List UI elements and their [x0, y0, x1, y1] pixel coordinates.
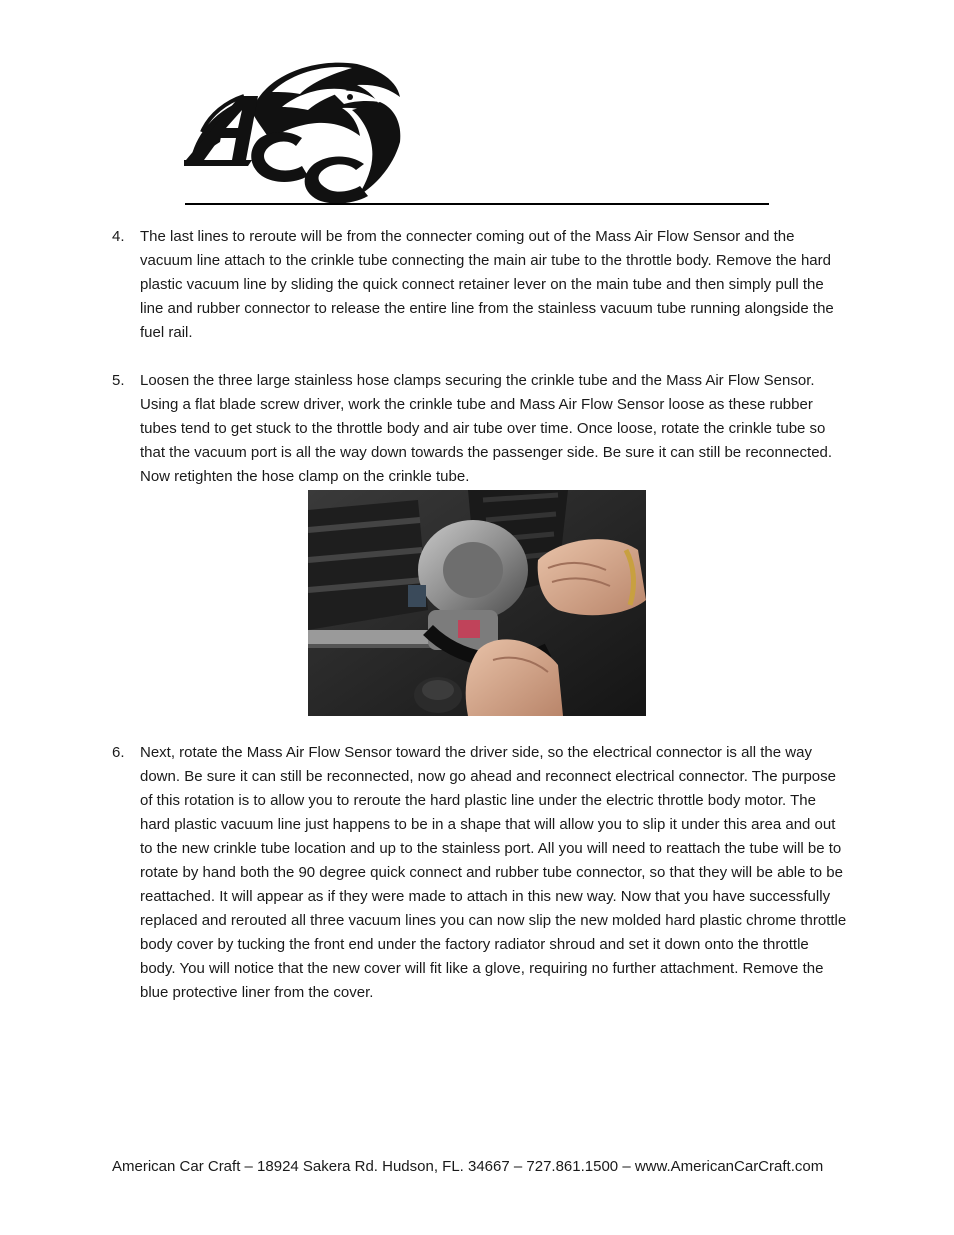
step-text: Loosen the three large stainless hose clamps securing the crinkle tube and the Mass Air Flow Sensor. Using a flat blade screw driver, work the crinkle tube and Mass Air Flow Sensor loose as these rubber tubes tend to get stuck to the throttle body and air tube over time. Once loose, rotate the crinkle tube so that the vacuum port is all the way down towards the passenger side. Be sure it can still be reconnected. Now retighten the hose clamp on the crinkle tube. [140, 372, 833, 485]
step-number: 5. [112, 372, 125, 389]
engine-throttle-body-photo-icon [308, 490, 646, 716]
step-number: 6. [112, 744, 125, 761]
engine-throttle-body-photo [308, 490, 646, 716]
step-6 [112, 741, 847, 1005]
eagle-acc-logo-icon [182, 52, 406, 204]
page-footer: American Car Craft – 18924 Sakera Rd. Hudson, FL. 34667 – 727.861.1500 – www.AmericanCarCraft.com [112, 1158, 824, 1175]
step-text: Next, rotate the Mass Air Flow Sensor toward the driver side, so the electrical connector is all the way down. Be sure it can still be reconnected, now go ahead and reconnect electrical connector. The purpose of this rotation is to allow you to reroute the hard plastic line under the electric throttle body motor. The hard plastic vacuum line just happens to be in a shape that will allow you to slip it under this area and out to the new crinkle tube location and up to the stainless port. All you will need to reattach the tube will be to rotate by hand both the 90 degree quick connect and rubber tube connector, so that they will be able to be reattached. It will appear as if they were made to attach in this new way. Now that you have successfully replaced and rerouted all three vacuum lines you can now slip the new molded hard plastic chrome throttle body cover by tucking the front end under the factory radiator shroud and set it down onto the throttle body. You will notice that the new cover will fit like a glove, requiring no further attachment. Remove the blue protective liner from the cover. [140, 744, 847, 1001]
header-rule [185, 203, 769, 205]
step-number: 4. [112, 228, 125, 245]
step-5 [112, 369, 847, 489]
step-text: The last lines to reroute will be from the connecter coming out of the Mass Air Flow Sensor and the vacuum line attach to the crinkle tube connecting the main air tube to the throttle body. Remove the hard plastic vacuum line by sliding the quick connect retainer lever on the main tube and then simply pull the line and rubber connector to release the entire line from the stainless vacuum tube running alongside the fuel rail. [140, 228, 834, 341]
step-4 [112, 225, 847, 345]
